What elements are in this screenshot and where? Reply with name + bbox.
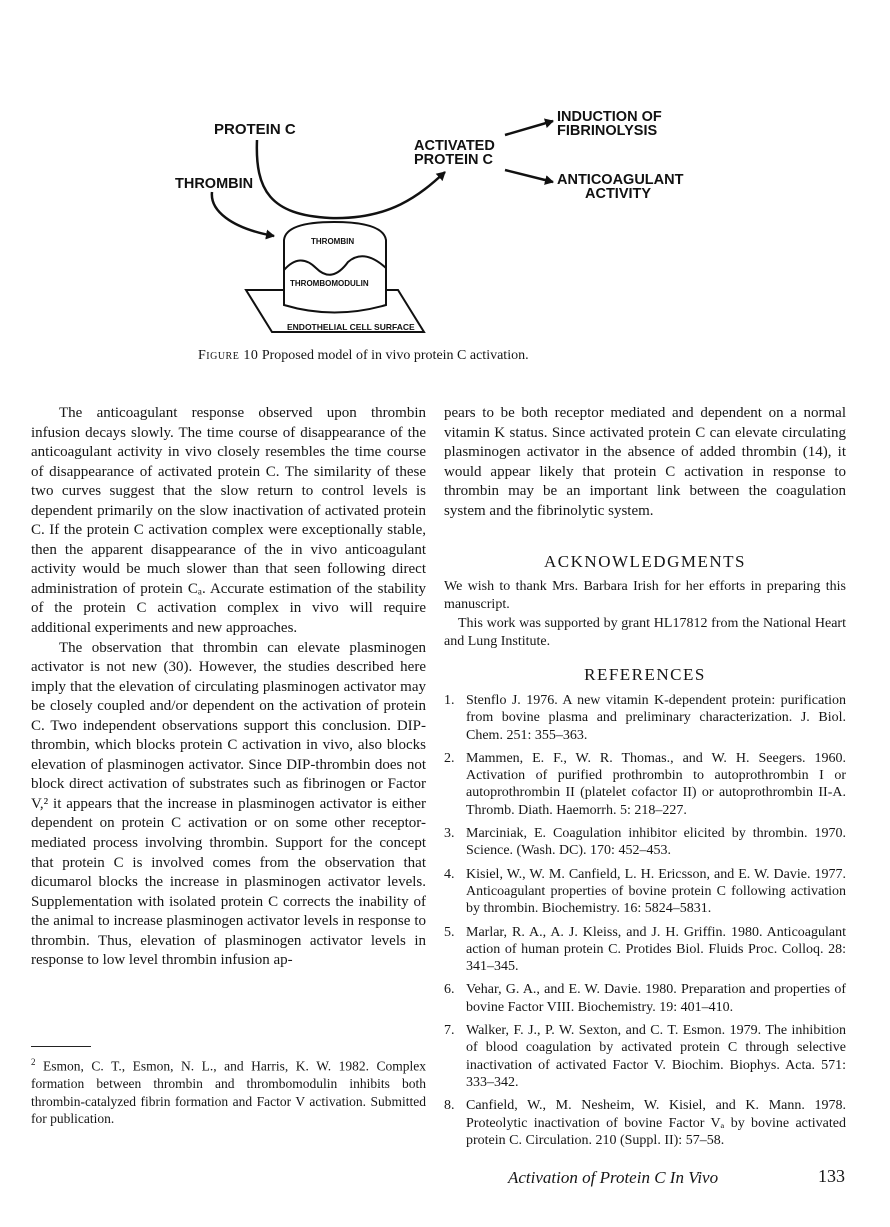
reference-text: Vehar, G. A., and E. W. Davie. 1980. Preparation and properties of bovine Factor VIII. Biochemistry. 19: 401–410. [466, 982, 846, 1015]
activated-label: ACTIVATED [414, 138, 495, 154]
reference-text: Walker, F. J., P. W. Sexton, and C. T. Esmon. 1979. The inhibition of blood coagulation by activated protein C through selective inactivation of activated Factor V. Biochim. Biophys. Acta. 571: 333–342. [466, 1023, 846, 1090]
reference-item [444, 866, 846, 918]
figure-caption-label: Figure 10 [198, 348, 259, 363]
footnote-text: Esmon, C. T., Esmon, N. L., and Harris, K. W. 1982. Complex formation between thrombin and thrombomodulin inhibits both thrombin-catalyzed fibrin formation and Factor V activation. Submitted for publication. [31, 1058, 426, 1126]
reference-item [444, 981, 846, 1016]
references-list [444, 692, 846, 1155]
reference-number: 3. [444, 826, 455, 842]
fibrinolysis-label: FIBRINOLYSIS [557, 123, 658, 139]
reference-text: Mammen, E. F., W. R. Thomas., and W. H. Seegers. 1960. Activation of purified prothrombin to autoprothrombin I or autoprothrombin II (platelet cofactor II) or autoprothrombin II-A. Thromb. Diath. Haemorrh. 5: 218–227. [466, 750, 846, 818]
thrombomodulin-shape [284, 270, 386, 313]
reference-item [444, 1022, 846, 1091]
figure-caption [198, 348, 798, 364]
reference-number: 8. [444, 1098, 455, 1114]
reference-number: 6. [444, 982, 455, 998]
thrombin-arrow [212, 192, 274, 236]
reference-item [444, 1097, 846, 1149]
acknowledgments-body [444, 578, 846, 651]
running-head: Activation of Protein C In Vivo [508, 1168, 719, 1187]
thrombin-label: THROMBIN [175, 176, 254, 192]
anticoagulant-arrow [505, 170, 553, 182]
footnote [31, 1054, 426, 1128]
references-heading: REFERENCES [584, 665, 706, 684]
surface-label: ENDOTHELIAL CELL SURFACE [287, 322, 415, 332]
reference-number: 1. [444, 693, 455, 708]
reference-number: 4. [444, 866, 455, 882]
reference-number: 7. [444, 1023, 455, 1039]
left-column [31, 404, 426, 971]
footnote-rule [31, 1046, 91, 1047]
reference-item [444, 750, 846, 819]
cylinder-thrombin-label: THROMBIN [311, 237, 355, 246]
reference-number: 5. [444, 924, 455, 940]
anticoagulant-label: ANTICOAGULANT [557, 172, 684, 188]
acknowledgments-heading: ACKNOWLEDGMENTS [544, 552, 746, 571]
reference-text: Kisiel, W., W. M. Canfield, L. H. Ericsson, and E. W. Davie. 1977. Anticoagulant properties of bovine protein C following activation by thrombin. Biochemistry. 16: 5824–5831. [466, 866, 846, 917]
protein-c-label: PROTEIN C [214, 121, 296, 138]
paragraph: The anticoagulant response observed upon thrombin infusion decays slowly. The time course of disappearance of the anticoagulant activity in vivo closely resembles the time course of disappearance of activated protein C. The similarity of these two curves suggest that the slow return to control levels is dependent primarily on the slow inactivation of activated protein C. If the protein C activation complex were exceptionally stable, then the apparent disappearance of the in vivo anticoagulant activity would be much slower than that seen following direct administration of protein Cₐ. Accurate estimation of the stability of the protein C activation complex in vivo will require additional experiments and new approaches. [31, 405, 426, 637]
paragraph: pears to be both receptor mediated and dependent on a normal vitamin K status. Since activated protein C can elevate circulating plasminogen activator in the absence of added thrombin (14), it would appear likely that protein C activation in response to thrombin may be an important link between the coagulation system and the fibrinolytic system. [444, 405, 846, 519]
acknowledgments-text: We wish to thank Mrs. Barbara Irish for her efforts in preparing this manuscript. [444, 579, 846, 613]
reference-item [444, 924, 846, 976]
cylinder-thrombomodulin-label: THROMBOMODULIN [290, 279, 369, 288]
page-number: 133 [818, 1166, 845, 1186]
induction-label: INDUCTION OF [557, 109, 662, 125]
reference-text: Marlar, R. A., A. J. Kleiss, and J. H. Griffin. 1980. Anticoagulant action of human protein C. Protides Biol. Fluids Proc. Colloq. 28: 341–345. [466, 924, 846, 975]
activated-protein-c-label: PROTEIN C [414, 152, 493, 168]
figure-10-diagram [0, 0, 890, 345]
reference-number: 2. [444, 750, 455, 766]
reference-item [444, 692, 846, 744]
reference-text: Stenflo J. 1976. A new vitamin K-dependent protein: purification from bovine plasma and preliminary characterization. J. Biol. Chem. 251: 355–363. [466, 693, 846, 743]
right-column-paragraph [444, 404, 846, 521]
fibrinolysis-arrow [505, 121, 553, 135]
thrombin-cap-shape [284, 222, 386, 270]
reference-text: Marciniak, E. Coagulation inhibitor elicited by thrombin. 1970. Science. (Wash. DC). 170: 452–453. [466, 826, 846, 859]
grant-text: This work was supported by grant HL17812 from the National Heart and Lung Institute. [444, 615, 846, 649]
footnote-mark: 2 [31, 1057, 36, 1067]
figure-caption-text: Proposed model of in vivo protein C activation. [261, 348, 529, 363]
reference-item [444, 825, 846, 860]
paragraph: The observation that thrombin can elevate plasminogen activator is not new (30). However, the studies described here imply that the elevation of circulating plasminogen activator may be closely coupled and/or dependent on the activation of protein C. Two independent observations support this conclusion. DIP-thrombin, which blocks protein C activation in vivo, also blocks elevation of plasminogen activator. Since DIP-thrombin does not block direct activation of substrates such as fibrinogen or Factor V,² it appears that the increase in plasminogen activator is either dependent on protein C activation or on some other receptor-mediated process involving thrombin. Support for the concept that protein C is involved comes from the observation that dicumarol blocks the increase in plasminogen activator levels. Supplementation with isolated protein C corrects the inability of the animal to increase plasminogen activator levels in response to thrombin. Thus, elevation of plasminogen activator levels in response to low level thrombin infusion ap- [31, 639, 426, 969]
activity-label: ACTIVITY [585, 186, 652, 202]
reference-text: Canfield, W., M. Nesheim, W. Kisiel, and K. Mann. 1978. Proteolytic inactivation of bovine Factor Vₐ by bovine activated protein C. Circulation. 210 (Suppl. II): 57–58. [466, 1098, 846, 1148]
